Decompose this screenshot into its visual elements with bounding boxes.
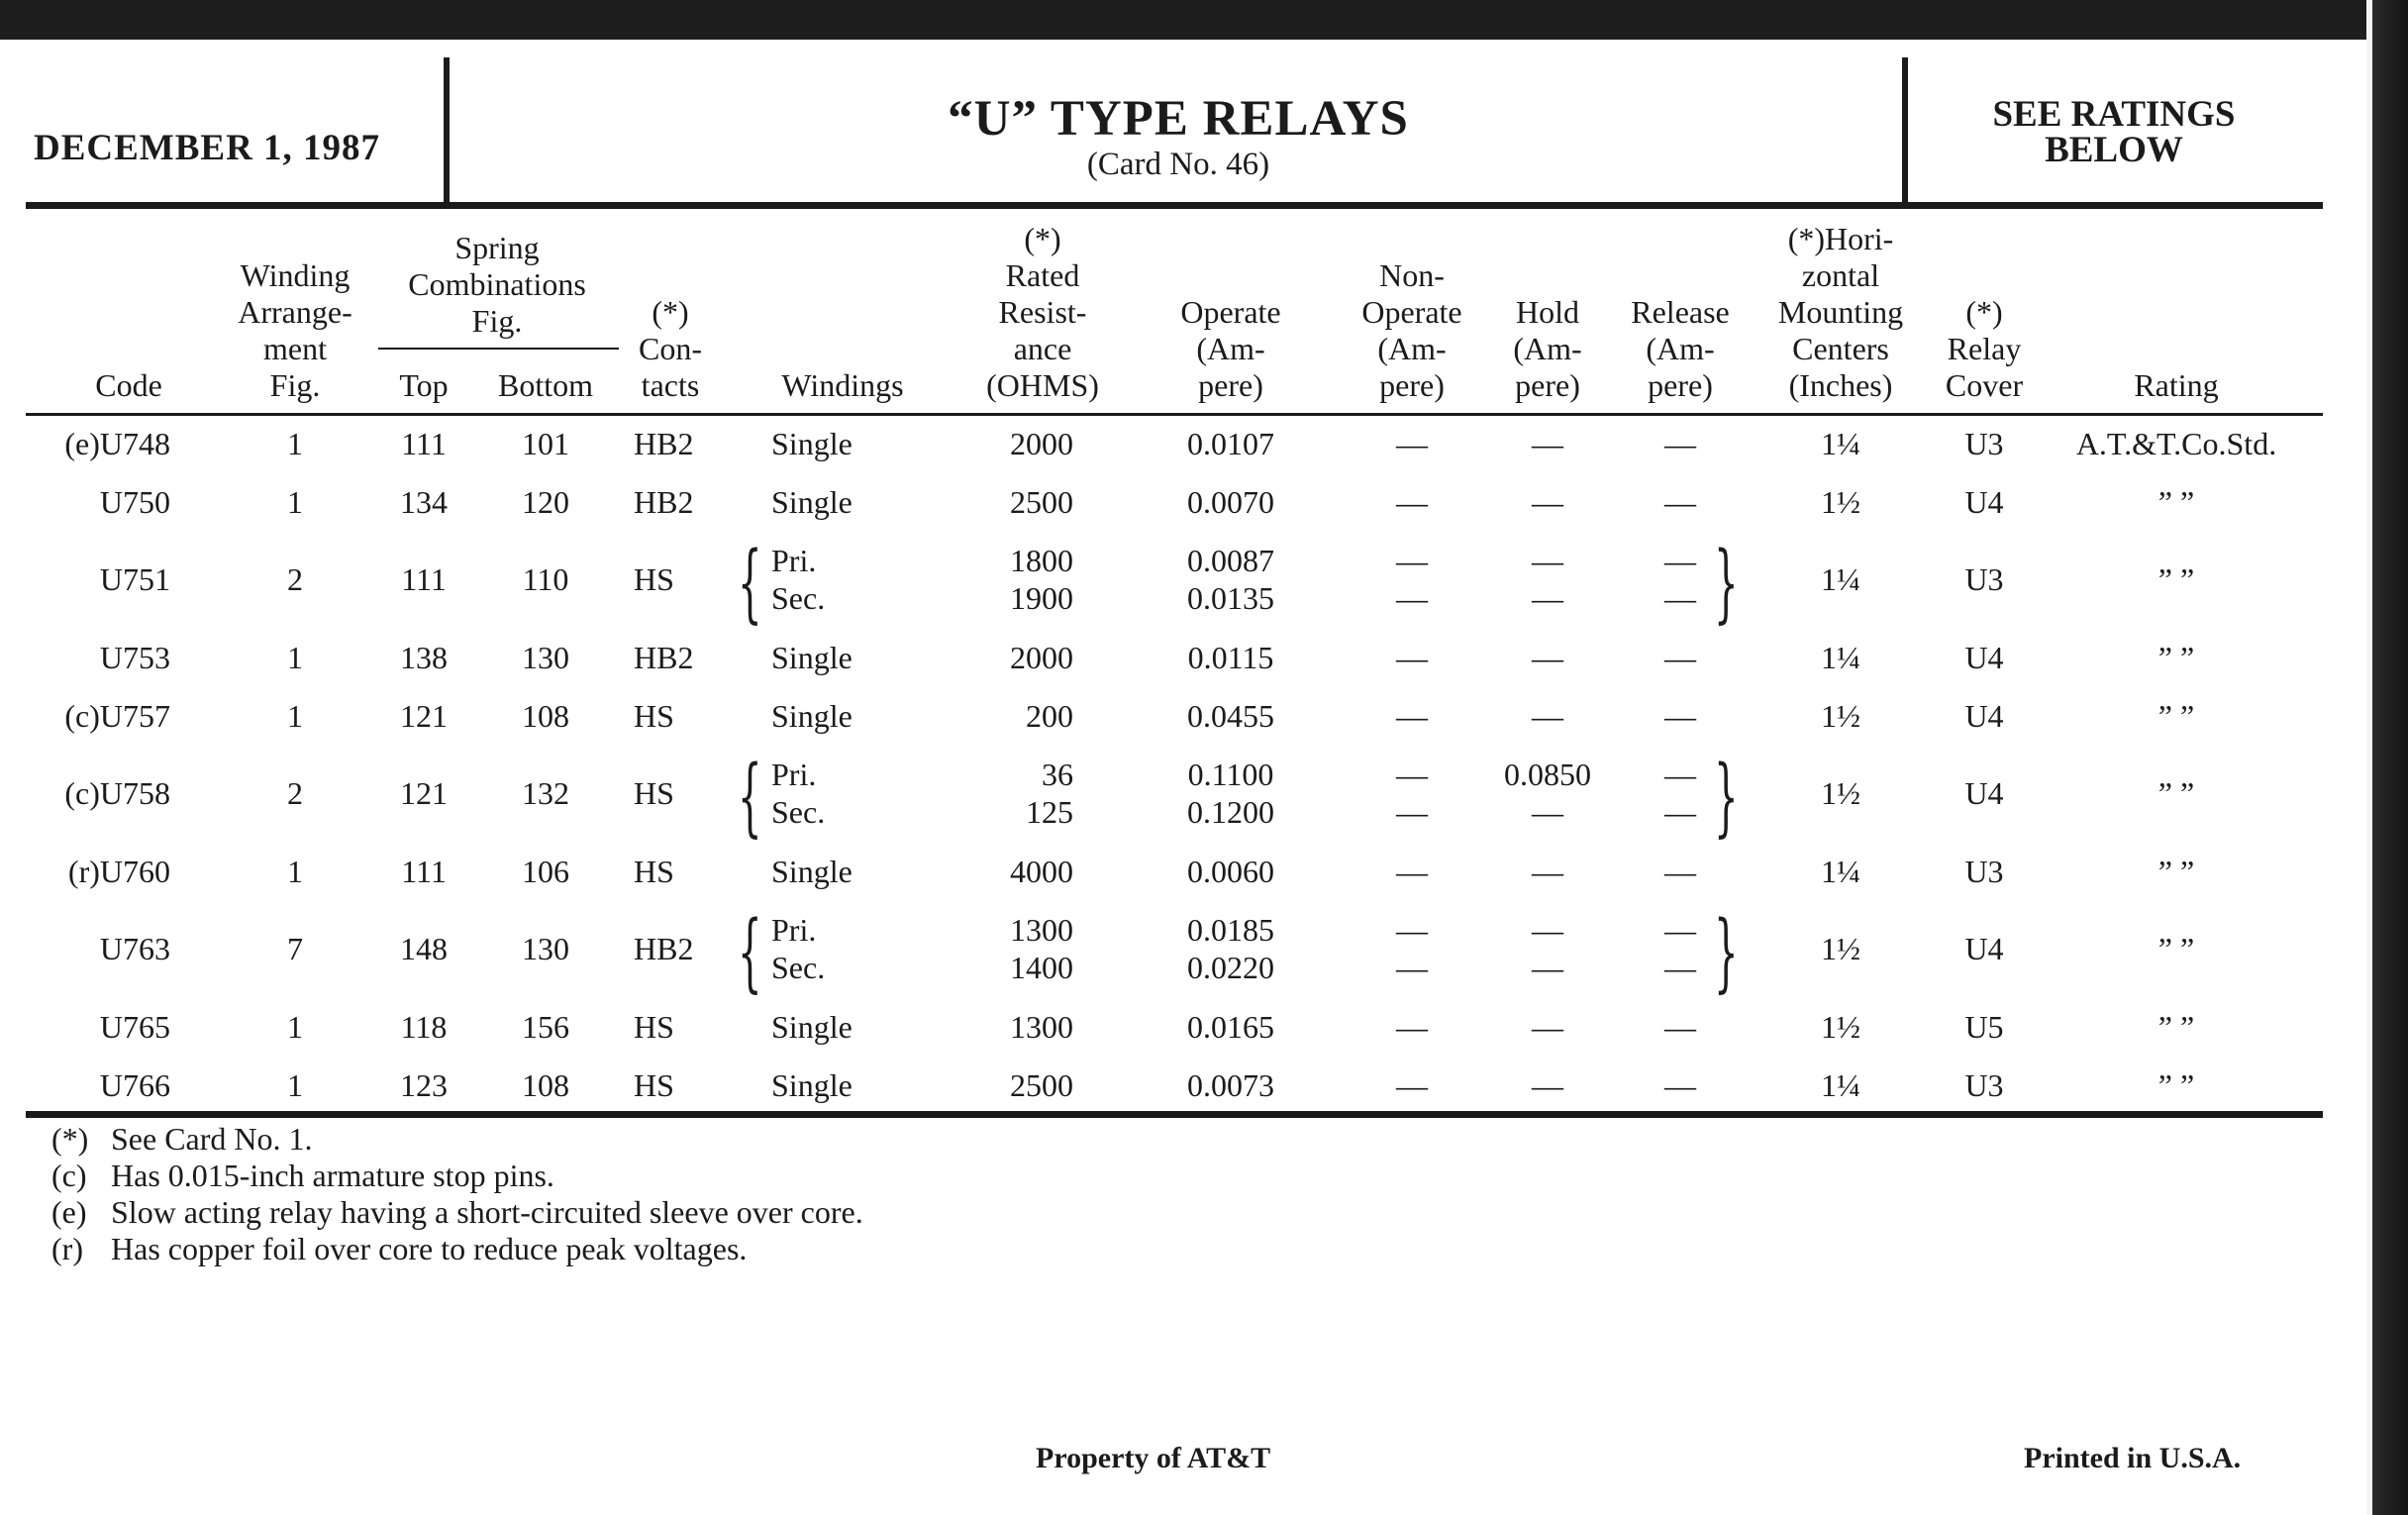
windings-cell: Single: [771, 640, 853, 675]
bottom-cell: 106: [522, 854, 569, 889]
footnote-text: Has copper foil over core to reduce peak voltages.: [111, 1231, 748, 1266]
winding-fig-cell: 2: [287, 775, 303, 811]
winding-fig-cell: 1: [287, 426, 303, 461]
top-cell: 121: [400, 698, 448, 734]
table-row: [0, 748, 2376, 847]
resistance-cell: 2500: [1010, 1067, 1073, 1103]
winding-fig-cell: 1: [287, 1067, 303, 1103]
col-rated-resistance-line: (*): [1024, 221, 1061, 256]
resistance-cell: 200: [1026, 698, 1073, 734]
col-release-line: pere): [1648, 367, 1713, 403]
rating-cell: ” ”: [2157, 640, 2195, 675]
release-cell: —: [1664, 912, 1696, 948]
ratings-note: [1911, 94, 2317, 170]
windings-cell: Sec.: [771, 950, 826, 985]
non-operate-cell: —: [1396, 640, 1428, 675]
winding-fig-cell: 1: [287, 698, 303, 734]
footnote-text: Slow acting relay having a short-circuited sleeve over core.: [111, 1194, 863, 1230]
col-operate-line: Operate: [1180, 294, 1281, 330]
table-row: [0, 903, 2376, 1002]
footnote: [51, 1194, 863, 1231]
operate-cell: 0.0073: [1187, 1067, 1274, 1103]
col-rated-resistance-line: Rated: [1005, 257, 1080, 293]
winding-fig-cell: 1: [287, 484, 303, 520]
resistance-cell: 1800: [1010, 543, 1073, 578]
col-relay-cover-line: Cover: [1945, 367, 2024, 403]
scan-top-border: [0, 0, 2408, 40]
hold-cell: —: [1532, 640, 1563, 675]
close-brace: }: [1714, 534, 1739, 633]
card-date: DECEMBER 1, 1987: [34, 128, 381, 168]
windings-cell: Single: [771, 484, 853, 520]
footnotes: [51, 1121, 863, 1267]
hold-cell: 0.0850: [1504, 757, 1591, 792]
col-contacts-line: Con-: [639, 331, 702, 366]
non-operate-cell: —: [1396, 794, 1428, 830]
col-top-line: Top: [399, 367, 449, 403]
col-mounting-centers-line: (*)Hori-: [1787, 221, 1894, 256]
footnote: [51, 1121, 863, 1158]
col-relay-cover-line: Relay: [1947, 331, 2022, 366]
non-operate-cell: —: [1396, 854, 1428, 889]
cover-cell: U3: [1964, 426, 2004, 461]
operate-cell: 0.0070: [1187, 484, 1274, 520]
mounting-cell: 1¼: [1821, 854, 1860, 889]
windings-cell: Single: [771, 698, 853, 734]
code-cell: (e)U748: [64, 426, 170, 461]
mounting-cell: 1½: [1821, 484, 1860, 520]
contacts-cell: HB2: [634, 484, 694, 520]
close-brace: }: [1714, 748, 1739, 847]
col-non-operate-line: Operate: [1361, 294, 1462, 330]
col-rated-resistance-line: (OHMS): [986, 367, 1099, 403]
resistance-cell: 2000: [1010, 426, 1073, 461]
col-windings-line: Windings: [781, 367, 904, 403]
table-row: [0, 852, 2376, 891]
release-cell: —: [1664, 854, 1696, 889]
release-cell: —: [1664, 426, 1696, 461]
col-hold-line: Hold: [1516, 294, 1579, 330]
release-cell: —: [1664, 1009, 1696, 1045]
bottom-cell: 110: [522, 561, 569, 597]
code-cell: (c)U757: [64, 698, 170, 734]
release-cell: —: [1664, 698, 1696, 734]
table-bottom-rule: [26, 1111, 2323, 1118]
resistance-cell: 2000: [1010, 640, 1073, 675]
bottom-cell: 108: [522, 698, 569, 734]
hold-cell: —: [1532, 912, 1563, 948]
rating-cell: A.T.&T.Co.Std.: [2075, 426, 2277, 461]
footnote-key: (*): [51, 1121, 89, 1157]
windings-cell: Single: [771, 426, 853, 461]
non-operate-cell: —: [1396, 426, 1428, 461]
resistance-cell: 4000: [1010, 854, 1073, 889]
operate-cell: 0.0455: [1187, 698, 1274, 734]
hold-cell: —: [1532, 426, 1563, 461]
contacts-cell: HS: [634, 1009, 674, 1045]
footnote-key: (c): [51, 1158, 87, 1193]
operate-cell: 0.0165: [1187, 1009, 1274, 1045]
close-brace: }: [1714, 903, 1739, 1002]
winding-fig-cell: 2: [287, 561, 303, 597]
operate-cell: 0.1100: [1187, 757, 1274, 792]
release-cell: —: [1664, 794, 1696, 830]
release-cell: —: [1664, 950, 1696, 985]
bottom-cell: 120: [522, 484, 569, 520]
col-non-operate-line: (Am-: [1377, 331, 1447, 366]
header-divider-left: [444, 57, 450, 206]
rating-cell: ” ”: [2157, 1067, 2195, 1103]
bottom-cell: 101: [522, 426, 569, 461]
table-row: [0, 1007, 2376, 1047]
footnote: [51, 1158, 863, 1194]
col-winding-fig-line: ment: [263, 331, 327, 366]
windings-cell: Single: [771, 1009, 853, 1045]
card-number: (Card No. 46): [1086, 147, 1270, 182]
windings-cell: Pri.: [771, 757, 817, 792]
code-cell: U765: [99, 1009, 170, 1045]
col-operate-line: (Am-: [1196, 331, 1265, 366]
code-cell: U766: [99, 1067, 170, 1103]
rating-cell: ” ”: [2157, 561, 2195, 597]
hold-cell: —: [1532, 950, 1563, 985]
operate-cell: 0.0107: [1187, 426, 1274, 461]
open-brace: {: [738, 903, 762, 1002]
col-winding-fig-line: Winding: [240, 257, 351, 293]
non-operate-cell: —: [1396, 757, 1428, 792]
top-cell: 148: [400, 931, 448, 966]
col-code-line: Code: [95, 367, 162, 403]
resistance-cell: 1400: [1010, 950, 1073, 985]
col-release-line: (Am-: [1646, 331, 1715, 366]
hold-cell: —: [1532, 1009, 1563, 1045]
footnote: [51, 1231, 863, 1267]
col-mounting-centers-line: Centers: [1792, 331, 1889, 366]
operate-cell: 0.0087: [1187, 543, 1274, 578]
code-cell: (r)U760: [67, 854, 170, 889]
cover-cell: U5: [1964, 1009, 2004, 1045]
bottom-cell: 130: [522, 640, 569, 675]
bottom-cell: 108: [522, 1067, 569, 1103]
col-winding-fig-line: Arrange-: [238, 294, 352, 330]
col-winding-fig-line: Fig.: [269, 367, 321, 403]
ratings-line-1: SEE RATINGS: [1992, 94, 2236, 135]
col-contacts-line: (*): [652, 294, 689, 330]
windings-cell: Single: [771, 854, 853, 889]
non-operate-cell: —: [1396, 580, 1428, 616]
contacts-cell: HS: [634, 775, 674, 811]
top-cell: 121: [400, 775, 448, 811]
release-cell: —: [1664, 757, 1696, 792]
resistance-cell: 1300: [1010, 1009, 1073, 1045]
rating-cell: ” ”: [2157, 854, 2195, 889]
resistance-cell: 1300: [1010, 912, 1073, 948]
spring-subheader-rule: [378, 348, 619, 350]
resistance-cell: 125: [1026, 794, 1073, 830]
top-cell: 134: [400, 484, 448, 520]
col-operate-line: pere): [1198, 367, 1263, 403]
col-hold-line: (Am-: [1513, 331, 1582, 366]
winding-fig-cell: 1: [287, 1009, 303, 1045]
code-cell: (c)U758: [64, 775, 170, 811]
top-cell: 111: [401, 426, 447, 461]
hold-cell: —: [1532, 1067, 1563, 1103]
resistance-cell: 36: [1042, 757, 1073, 792]
table-row: [0, 1065, 2376, 1105]
release-cell: —: [1664, 1067, 1696, 1103]
contacts-cell: HS: [634, 1067, 674, 1103]
header-rule: [26, 202, 2323, 209]
cover-cell: U3: [1964, 854, 2004, 889]
windings-cell: Pri.: [771, 912, 817, 948]
contacts-cell: HS: [634, 561, 674, 597]
col-relay-cover-line: (*): [1965, 294, 2003, 330]
table-row: [0, 482, 2376, 522]
top-cell: 138: [400, 640, 448, 675]
hold-cell: —: [1532, 854, 1563, 889]
rating-cell: ” ”: [2157, 1009, 2195, 1045]
mounting-cell: 1¼: [1821, 1067, 1860, 1103]
non-operate-cell: —: [1396, 1067, 1428, 1103]
col-mounting-centers-line: zontal: [1801, 257, 1880, 293]
col-release-line: Release: [1631, 294, 1730, 330]
windings-cell: Sec.: [771, 580, 826, 616]
footnote-text: Has 0.015-inch armature stop pins.: [111, 1158, 554, 1193]
code-cell: U750: [99, 484, 170, 520]
operate-cell: 0.0185: [1187, 912, 1274, 948]
hold-cell: —: [1532, 698, 1563, 734]
footer-printed: Printed in U.S.A.: [2024, 1442, 2242, 1474]
mounting-cell: 1½: [1821, 775, 1860, 811]
cover-cell: U4: [1964, 640, 2004, 675]
resistance-cell: 1900: [1010, 580, 1073, 616]
footnote-key: (r): [51, 1231, 83, 1266]
col-mounting-centers-line: Mounting: [1777, 294, 1904, 330]
hold-cell: —: [1532, 543, 1563, 578]
top-cell: 118: [400, 1009, 448, 1045]
col-spring-combinations-line: Fig.: [471, 303, 523, 339]
contacts-cell: HS: [634, 854, 674, 889]
rating-cell: ” ”: [2157, 931, 2195, 966]
cover-cell: U4: [1964, 775, 2004, 811]
non-operate-cell: —: [1396, 698, 1428, 734]
cover-cell: U3: [1964, 561, 2004, 597]
mounting-cell: 1¼: [1821, 561, 1860, 597]
card-title: “U” TYPE RELAYS: [948, 91, 1409, 147]
open-brace: {: [738, 534, 762, 633]
operate-cell: 0.0220: [1187, 950, 1274, 985]
contacts-cell: HB2: [634, 931, 694, 966]
title-block: [452, 91, 1905, 182]
col-spring-combinations-line: Combinations: [408, 266, 586, 302]
col-rated-resistance-line: Resist-: [998, 294, 1087, 330]
rating-cell: ” ”: [2157, 698, 2195, 734]
top-cell: 111: [401, 854, 447, 889]
code-cell: U763: [99, 931, 170, 966]
col-rating-line: Rating: [2134, 367, 2219, 403]
col-non-operate-line: pere): [1379, 367, 1445, 403]
mounting-cell: 1½: [1821, 931, 1860, 966]
operate-cell: 0.0060: [1187, 854, 1274, 889]
footnote-text: See Card No. 1.: [111, 1121, 313, 1157]
table-row: [0, 534, 2376, 633]
non-operate-cell: —: [1396, 484, 1428, 520]
winding-fig-cell: 1: [287, 854, 303, 889]
rating-cell: ” ”: [2157, 775, 2195, 811]
footer-property: Property of AT&T: [1036, 1442, 1271, 1474]
resistance-cell: 2500: [1010, 484, 1073, 520]
release-cell: —: [1664, 484, 1696, 520]
contacts-cell: HB2: [634, 640, 694, 675]
winding-fig-cell: 7: [287, 931, 303, 966]
rating-cell: ” ”: [2157, 484, 2195, 520]
col-hold-line: pere): [1515, 367, 1580, 403]
winding-fig-cell: 1: [287, 640, 303, 675]
mounting-cell: 1½: [1821, 1009, 1860, 1045]
release-cell: —: [1664, 543, 1696, 578]
footnote-key: (e): [51, 1194, 87, 1230]
top-cell: 111: [401, 561, 447, 597]
contacts-cell: HB2: [634, 426, 694, 461]
operate-cell: 0.0115: [1187, 640, 1274, 675]
col-mounting-centers-line: (Inches): [1788, 367, 1893, 403]
col-contacts-line: tacts: [641, 367, 700, 403]
mounting-cell: 1¼: [1821, 426, 1860, 461]
release-cell: —: [1664, 640, 1696, 675]
table-row: [0, 696, 2376, 736]
windings-cell: Single: [771, 1067, 853, 1103]
hold-cell: —: [1532, 794, 1563, 830]
hold-cell: —: [1532, 484, 1563, 520]
col-rating: [2028, 367, 2325, 404]
hold-cell: —: [1532, 580, 1563, 616]
top-cell: 123: [400, 1067, 448, 1103]
mounting-cell: 1¼: [1821, 640, 1860, 675]
column-header-rule: [26, 413, 2323, 416]
non-operate-cell: —: [1396, 1009, 1428, 1045]
cover-cell: U3: [1964, 1067, 2004, 1103]
code-cell: U753: [99, 640, 170, 675]
windings-cell: Sec.: [771, 794, 826, 830]
cover-cell: U4: [1964, 698, 2004, 734]
open-brace: {: [738, 748, 762, 847]
release-cell: —: [1664, 580, 1696, 616]
operate-cell: 0.1200: [1187, 794, 1274, 830]
operate-cell: 0.0135: [1187, 580, 1274, 616]
bottom-cell: 130: [522, 931, 569, 966]
mounting-cell: 1½: [1821, 698, 1860, 734]
cover-cell: U4: [1964, 931, 2004, 966]
col-non-operate-line: Non-: [1379, 257, 1445, 293]
windings-cell: Pri.: [771, 543, 817, 578]
bottom-cell: 132: [522, 775, 569, 811]
bottom-cell: 156: [522, 1009, 569, 1045]
ratings-line-2: BELOW: [2045, 130, 2183, 170]
contacts-cell: HS: [634, 698, 674, 734]
col-spring-combinations-line: Spring: [454, 230, 540, 265]
table-row: [0, 424, 2376, 463]
col-bottom-line: Bottom: [497, 367, 593, 403]
non-operate-cell: —: [1396, 912, 1428, 948]
code-cell: U751: [99, 561, 170, 597]
table-row: [0, 638, 2376, 677]
non-operate-cell: —: [1396, 950, 1428, 985]
col-rated-resistance-line: ance: [1013, 331, 1072, 366]
non-operate-cell: —: [1396, 543, 1428, 578]
cover-cell: U4: [1964, 484, 2004, 520]
